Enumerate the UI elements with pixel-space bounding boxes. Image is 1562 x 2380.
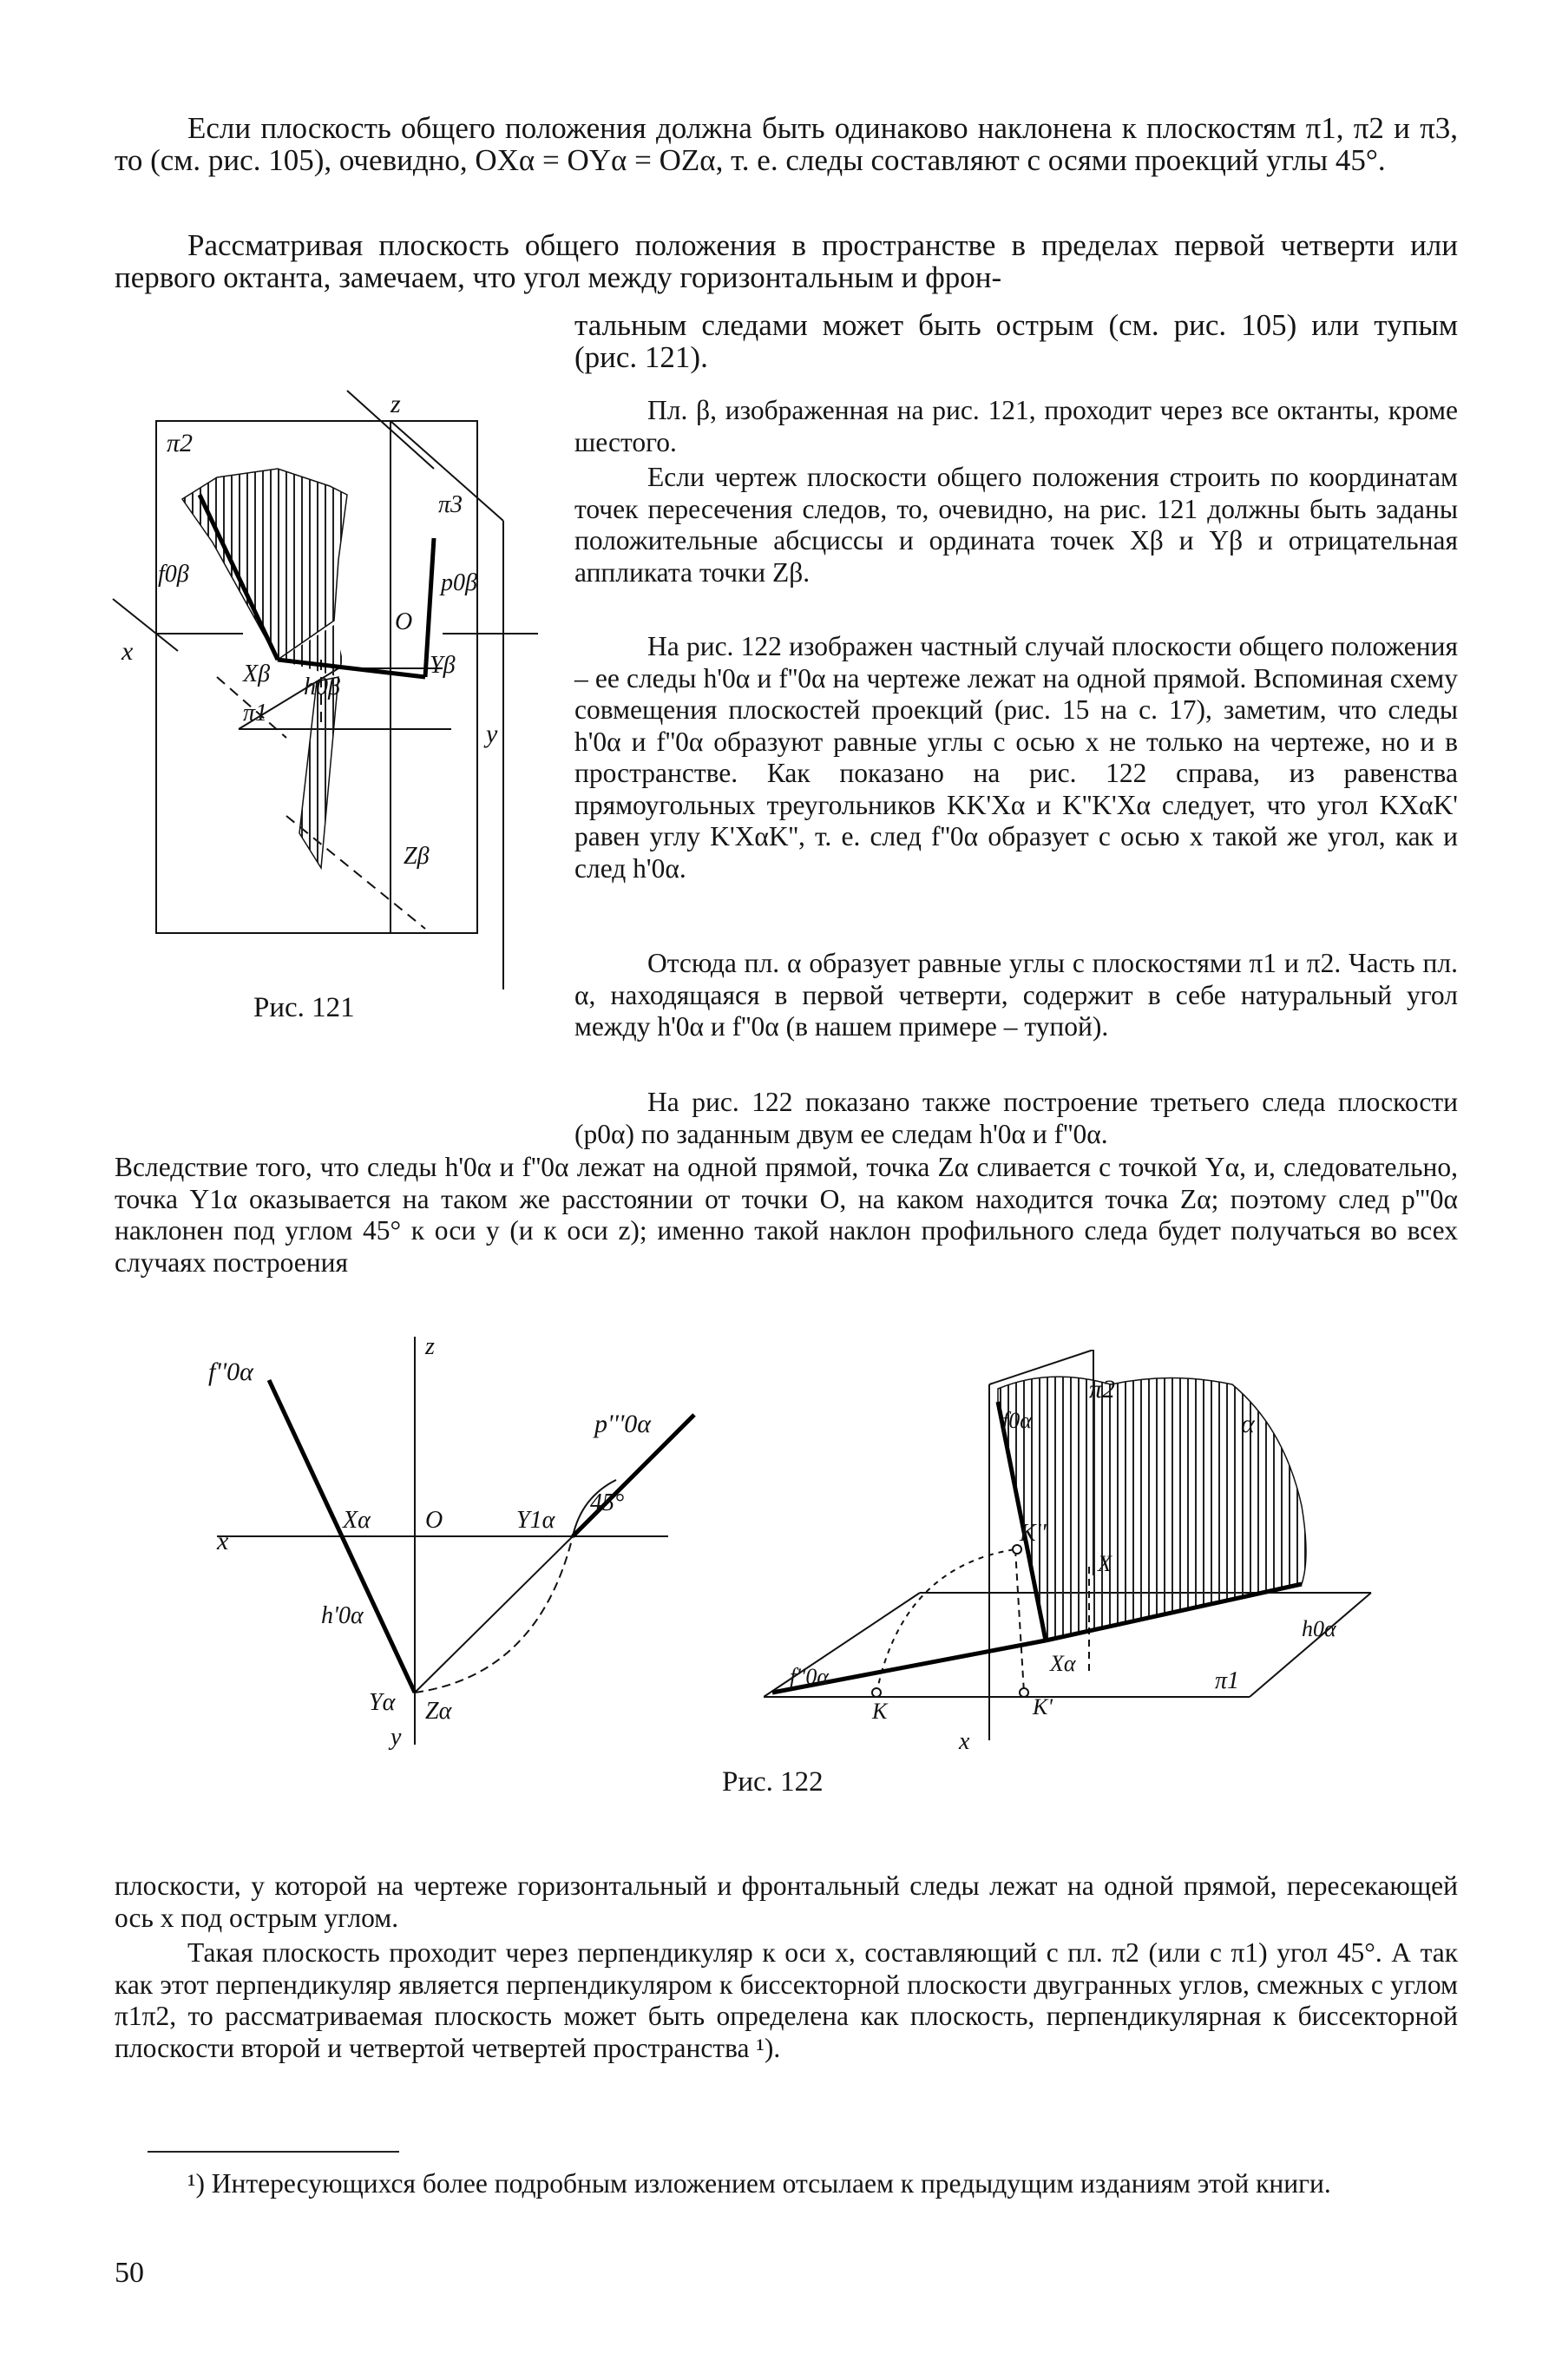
fig122a-label-O: O xyxy=(425,1507,443,1534)
paragraph-4: Если чертеж плоскости общего положения строить по координатам точек пересечения следов, то, очевидно, на рис. 121 должны быть заданы положительные абсциссы и ордината точек Xβ и Yβ и отрицательная аппликата точки Zβ. xyxy=(574,462,1458,588)
fig121-label-f: f0β xyxy=(158,561,189,588)
fig122a-label-y: y xyxy=(390,1724,402,1751)
fig122b-label-K2: K'' xyxy=(1020,1520,1047,1547)
fig122a-label-z: z xyxy=(425,1333,435,1360)
footnote-rule xyxy=(148,2151,399,2153)
fig121-label-x: x xyxy=(121,637,134,666)
paragraph-6: Отсюда пл. α образует равные углы с плоскостями π1 и π2. Часть пл. α, находящаяся в первой четверти, содержит в себе натуральный угол между h'0α и f''0α (в нашем примере – тупой). xyxy=(574,948,1458,1042)
fig121-label-Yb: Yβ xyxy=(430,652,456,679)
paragraph-2a: Рассматривая плоскость общего положения в пространстве в пределах первой четверти или первого октанта, замечаем, что угол между горизонтальным и фрон- xyxy=(115,228,1458,294)
paragraph-7a: На рис. 122 показано также построение третьего следа плоскости (p0α) по заданным двум ее следам h'0α и f''0α. xyxy=(574,1087,1458,1149)
fig122b-label-Xa: Xα xyxy=(1050,1651,1076,1676)
fig122a-label-Za: Zα xyxy=(425,1698,452,1725)
fig122a-label-h: h'0α xyxy=(321,1602,364,1629)
fig122a-label-f: f''0α xyxy=(208,1358,253,1386)
fig122b-label-alpha: α xyxy=(1241,1410,1255,1438)
fig121-label-y: y xyxy=(486,720,498,748)
fig122a-label-x: x xyxy=(217,1527,229,1555)
fig122b-label-pi2: π2 xyxy=(1089,1375,1116,1404)
fig122a-label-Xa: Xα xyxy=(343,1507,371,1534)
fig122a-label-Y1a: Y1α xyxy=(516,1507,555,1534)
figure-122-left xyxy=(208,1328,729,1762)
paragraph-2b: тальным следами может быть острым (см. рис. 105) или тупым (рис. 121). xyxy=(574,308,1458,374)
fig122a-label-angle: 45° xyxy=(590,1489,625,1516)
fig121-label-pi1: π1 xyxy=(243,700,268,726)
fig121-label-pi2: π2 xyxy=(167,429,194,457)
fig121-label-pi3: π3 xyxy=(438,491,463,518)
caption-fig121: Рис. 121 xyxy=(253,992,355,1023)
fig122b-label-X: X xyxy=(1098,1551,1112,1576)
caption-fig122: Рис. 122 xyxy=(722,1766,824,1798)
figure-122-right xyxy=(764,1350,1458,1766)
footnote: ¹) Интересующихся более подробным изложением отсылаем к предыдущим изданиям этой книги. xyxy=(187,2168,1331,2199)
paragraph-7b: Вследствие того, что следы h'0α и f''0α лежат на одной прямой, точка Zα сливается с точкой Yα, и, следовательно, точка Y1α оказывается на таком же расстоянии от точки O, на каком находится точка Zα; поэтому след p'''0α наклонен под углом 45° к оси y (и к оси z); именно такой наклон профильного следа будет получаться во всех случаях построения xyxy=(115,1152,1458,1278)
fig122b-label-K1: K' xyxy=(1033,1694,1053,1719)
paragraph-3: Пл. β, изображенная на рис. 121, проходит через все октанты, кроме шестого. xyxy=(574,395,1458,457)
fig122b-label-K: K xyxy=(872,1699,888,1724)
fig121-label-p: p0β xyxy=(441,569,477,596)
fig121-label-Zb: Zβ xyxy=(404,843,430,870)
fig121-label-z: z xyxy=(390,390,401,418)
paragraph-9: Такая плоскость проходит через перпендикуляр к оси x, составляющий с пл. π2 (или с π1) угол 45°. А так как этот перпендикуляр является перпендикуляром к биссекторной плоскости двугранных углов, смежных с углом π1π2, то рассматриваемая плоскость может быть определена как плоскость, перпендикулярная к биссекторной плоскости второй и четвертой четвертей пространства ¹). xyxy=(115,1937,1458,2063)
fig122a-label-p: p'''0α xyxy=(594,1410,651,1438)
fig122b-label-pi1: π1 xyxy=(1215,1667,1240,1694)
fig121-label-O: O xyxy=(395,608,413,635)
fig121-label-h: h0β xyxy=(304,674,340,700)
fig122b-label-f2: f''0α xyxy=(790,1664,829,1689)
page-number: 50 xyxy=(115,2257,144,2289)
fig122a-label-Ya: Yα xyxy=(369,1689,396,1716)
fig122b-label-x: x xyxy=(959,1728,970,1755)
fig122b-label-f: f0α xyxy=(1002,1408,1032,1433)
fig121-label-Xb: Xβ xyxy=(243,661,271,687)
paragraph-8: плоскости, у которой на чертеже горизонтальный и фронтальный следы лежат на одной прямой, пересекающей ось x под острым углом. xyxy=(115,1870,1458,1933)
paragraph-1: Если плоскость общего положения должна быть одинаково наклонена к плоскостям π1, π2 и π3, то (см. рис. 105), очевидно, OXα = OYα = OZα, т. е. следы составляют с осями проекций углы 45°. xyxy=(115,111,1458,177)
fig122b-label-h: h0α xyxy=(1302,1616,1336,1641)
paragraph-5: На рис. 122 изображен частный случай плоскости общего положения – ее следы h'0α и f''0α на чертеже лежат на одной прямой. Вспоминая схему совмещения плоскостей проекций (рис. 15 на с. 17), заметим, что следы h'0α и f''0α образуют равные углы с осью x не только на чертеже, но и в пространстве. Как показано на рис. 122 справа, из равенства прямоугольных треугольников KK'Xα и K''K'Xα следует, что угол KXαK' равен углу K'XαK'', т. е. след f''0α образует с осью x такой же угол, как и след h'0α. xyxy=(574,631,1458,884)
figure-121 xyxy=(104,365,538,989)
